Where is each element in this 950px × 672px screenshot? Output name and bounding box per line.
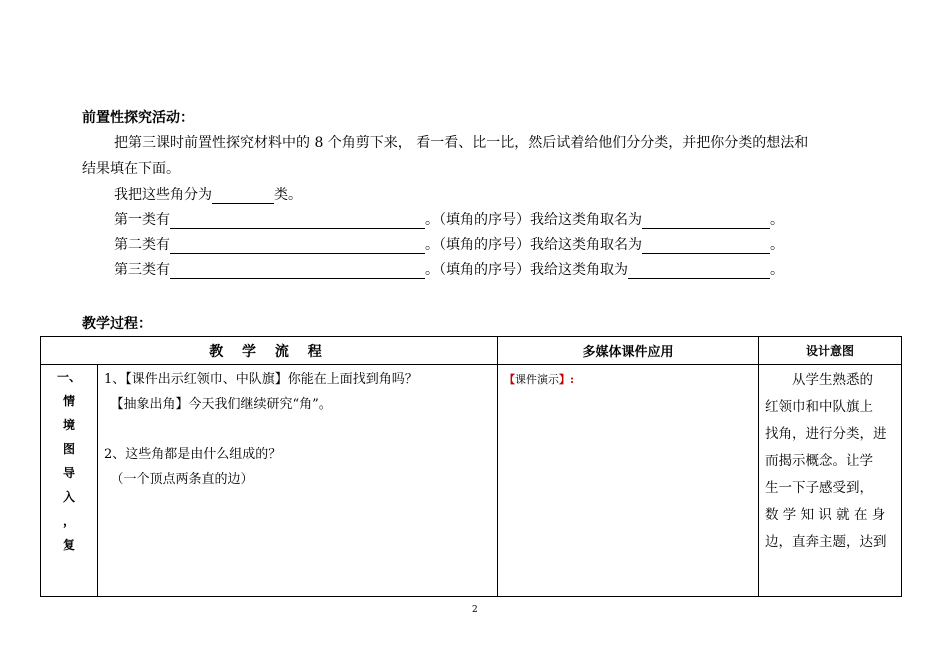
class-row-end: 。 bbox=[770, 262, 784, 278]
table-row bbox=[41, 365, 902, 597]
class-name-blank[interactable] bbox=[642, 238, 770, 254]
intro-line-2: 结果填在下面。 bbox=[82, 161, 180, 177]
class-row-end: 。 bbox=[770, 212, 784, 228]
intent-line: 边，直奔主题，达到 bbox=[765, 534, 887, 550]
flow-line: 1、【课件出示红领巾、中队旗】你能在上面找到角吗？ bbox=[104, 372, 418, 387]
classify-suffix: 类。 bbox=[274, 187, 302, 203]
process-heading: 教学过程： bbox=[82, 316, 152, 332]
class-row-middle: 。（填角的序号）我给这类角取名为 bbox=[425, 237, 642, 253]
intent-line: 找角，进行分类，进 bbox=[765, 426, 887, 442]
intent-line: 生一下子感受到， bbox=[765, 480, 873, 496]
page-number: 2 bbox=[472, 605, 478, 615]
stage-char: 境 bbox=[62, 418, 75, 432]
flow-line: 2、这些角都是由什么组成的？ bbox=[104, 447, 282, 462]
flow-content bbox=[98, 365, 498, 597]
intent-line: 数 学 知 识 就 在 身 bbox=[765, 507, 886, 523]
pre-activity-heading: 前置性探究活动： bbox=[82, 110, 194, 126]
media-label: 课件演示 bbox=[515, 373, 559, 386]
intent-content bbox=[759, 365, 902, 597]
stage-char: 情 bbox=[62, 394, 75, 408]
angle-numbers-blank[interactable] bbox=[170, 213, 425, 229]
class-name-blank[interactable] bbox=[642, 213, 770, 229]
bracket-open: 【 bbox=[504, 373, 515, 386]
class-row-3 bbox=[114, 259, 784, 279]
flow-line bbox=[104, 417, 497, 442]
class-row-2 bbox=[114, 234, 784, 254]
class-row-label: 第三类有 bbox=[114, 262, 170, 278]
classify-prefix: 我把这些角分为 bbox=[114, 187, 212, 203]
intent-line: 红领巾和中队旗上 bbox=[765, 399, 873, 415]
class-row-middle: 。（填角的序号）我给这类角取为 bbox=[425, 262, 628, 278]
flow-line: （一个顶点两条直的边） bbox=[104, 472, 254, 487]
intent-line: 而揭示概念。让学 bbox=[765, 453, 873, 469]
media-content bbox=[498, 365, 759, 597]
angle-numbers-blank[interactable] bbox=[170, 238, 425, 254]
stage-char: 入 bbox=[62, 490, 75, 504]
intro-line-1: 把第三课时前置性探究材料中的 8 个角剪下来， 看一看、比一比，然后试着给他们分分类，并把你分类的想法和 bbox=[114, 135, 809, 151]
stage-char: ， bbox=[62, 514, 75, 528]
class-row-1 bbox=[114, 209, 784, 229]
stage-label bbox=[41, 365, 98, 597]
bracket-close: 】: bbox=[559, 373, 575, 386]
class-name-blank[interactable] bbox=[628, 263, 770, 279]
class-row-label: 第二类有 bbox=[114, 237, 170, 253]
class-count-blank[interactable] bbox=[212, 188, 274, 204]
class-row-label: 第一类有 bbox=[114, 212, 170, 228]
header-media: 多媒体课件应用 bbox=[498, 337, 759, 365]
teaching-process-table bbox=[40, 336, 902, 597]
intent-line: 从学生熟悉的 bbox=[765, 372, 873, 388]
header-flow: 教 学 流 程 bbox=[41, 337, 498, 365]
class-row-end: 。 bbox=[770, 237, 784, 253]
stage-char: 导 bbox=[62, 466, 75, 480]
stage-char: 复 bbox=[62, 538, 75, 552]
table-header-row bbox=[41, 337, 902, 365]
stage-char: 一、 bbox=[56, 370, 81, 384]
flow-line: 【抽象出角】今天我们继续研究“角”。 bbox=[104, 397, 332, 412]
class-row-middle: 。（填角的序号）我给这类角取名为 bbox=[425, 212, 642, 228]
header-intent: 设计意图 bbox=[759, 337, 902, 365]
classify-count-line bbox=[114, 184, 302, 204]
stage-char: 图 bbox=[62, 442, 75, 456]
angle-numbers-blank[interactable] bbox=[170, 263, 425, 279]
